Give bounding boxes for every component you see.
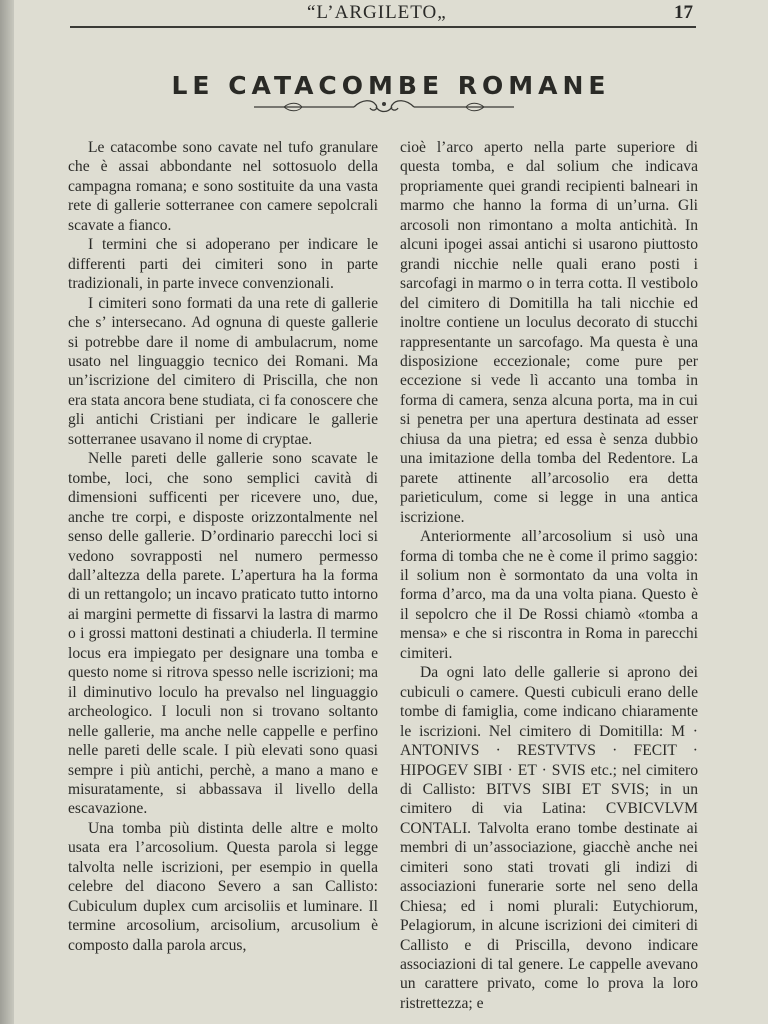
paragraph: Anteriormente all’arcosolium si usò una forma di tomba che ne è come il primo saggio: il solium non è sormontato da una volta in forma d’arco, ma da una volta piana. Questo è il sepolcro che il De Rossi chiamò «tomba a mensa» e che si riscontra in Roma in parecchi cimiteri. bbox=[400, 528, 698, 662]
right-column bbox=[400, 138, 698, 1018]
page-left-edge bbox=[0, 0, 14, 1024]
article-title: LE CATACOMBE ROMANE bbox=[171, 70, 611, 100]
paragraph: cioè l’arco aperto nella parte superiore di questa tomba, e dal solium che indicava propriamente quei grandi recipienti balneari in marmo che hanno la forma di un’urna. Gli arcosoli non rimontano a molta antichità. In alcuni ipogei assai antichi si usarono piuttosto grandi nicchie nelle quali erano posti i sarcofagi in marmo o in terra cotta. Il vestibolo del cimitero di Domitilla ha tali nicchie ed inoltre contiene un loculus decorato di stucchi rappresentante un sarcofago. Ma questa è una disposizione eccezionale; come pure per eccezione si vede lì accanto una tomba in forma di camera, senza alcuna porta, ma in cui si penetra per una apertura destinata ad esser chiusa da una pietra; ed essa è senza dubbio una imitazione della tomba del Redentore. La parete attinente all’arcosolio era detta parieticulum, come si legge in una antica iscrizione. bbox=[400, 139, 698, 526]
paragraph: Una tomba più distinta delle altre e molto usata era l’arcosolium. Questa parola si legge talvolta nelle iscrizioni, per esempio in quella celebre del diacono Severo a san Callisto: Cubiculum duplex cum arcisoliis et luminare. Il termine arcosolium, arcisolium, arcusolium è composto dalla parola arcus, bbox=[68, 819, 378, 954]
left-column bbox=[68, 138, 378, 1018]
paragraph: I termini che si adoperano per indicare le differenti parti dei cimiteri sono in parte tradizionali, in parte invece convenzionali. bbox=[68, 236, 378, 293]
running-title: “L’ARGILETO„ bbox=[307, 2, 447, 23]
paragraph: Nelle pareti delle gallerie sono scavate le tombe, loci, che sono semplici cavità di dimensioni sufficenti per ricevere uno, due, anche tre corpi, e disposte orizzontalmente nel senso delle gallerie. D’ordinario parecchi loci si vedono sovrapposti nel numero permesso dall’altezza della parete. L’apertura ha la forma di un rettangolo; un incavo praticato tutto intorno ai margini permette di fissarvi la lastra di marmo o i grossi mattoni destinati a chiuderla. Il termine locus era impiegato per designare una tomba e questo nome si ritrova spesso nelle iscrizioni; ma il diminutivo loculo ha prevalso nel linguaggio archeologico. I loculi non si trovano soltanto nelle gallerie, ma anche nelle cappelle e perfino nelle pareti delle scale. I più elevati sono quasi sempre i più antichi, perchè, a mano a mano e misuratamente, si abbassava il livello della escavazione. bbox=[68, 450, 378, 818]
page-number: 17 bbox=[674, 2, 693, 23]
running-header bbox=[14, 0, 768, 26]
paragraph: I cimiteri sono formati da una rete di gallerie che s’ intersecano. Ad ognuna di queste gallerie si potrebbe dare il nome di ambulacrum, nome usato nel linguaggio tecnico dei Romani. Ma un’iscrizione del cimitero di Priscilla, che non era stata ancora bene studiata, ci fa conoscere che gli antichi Cristiani per indicare le gallerie sotterranee usavano il nome di cryptae. bbox=[68, 294, 378, 448]
magazine-page bbox=[14, 0, 768, 1024]
header-rule bbox=[70, 26, 696, 28]
ornament-divider-icon bbox=[254, 98, 514, 116]
paragraph: Le catacombe sono cavate nel tufo granulare che è assai abbondante nel sottosuolo della campagna romana; e sono sostituite da una vasta rete di gallerie sotterranee con camere sepolcrali scavate a fianco. bbox=[68, 139, 378, 234]
paragraph: Da ogni lato delle gallerie si aprono dei cubiculi o camere. Questi cubiculi erano delle tombe di famiglia, come indicano chiaramente le iscrizioni. Nel cimitero di Domitilla: M · ANTONIVS · RESTVTVS · FECIT · HIPOGEV SIBI · ET · SVIS etc.; nel cimitero di Callisto: BITVS SIBI ET SVIS; in un cimitero di via Latina: CVBICVLVM CONTALI. Talvolta erano tombe destinate ai membri di un’associazione, giacchè anche nei cimiteri sono stati trovati gli indizi di associazioni funerarie sorte nel seno della Chiesa; ed i nomi plurali: Eutychiorum, Pelagiorum, in alcune iscrizioni dei cimiteri di Callisto e di Priscilla, devono indicare associazioni di tal genere. Le cappelle avevano un carattere privato, come lo prova la loro ristrettezza; e bbox=[400, 664, 698, 1012]
